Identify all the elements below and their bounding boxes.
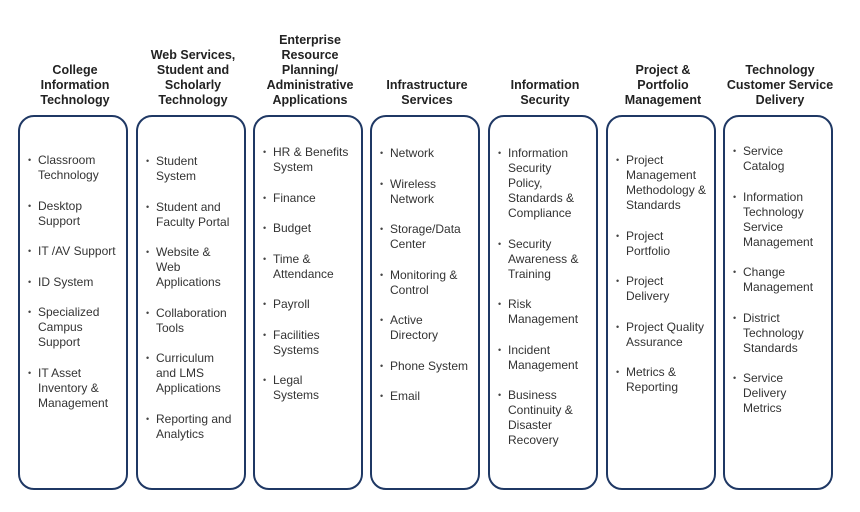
list-item: • Service Catalog — [733, 144, 827, 174]
column-box — [136, 115, 246, 490]
list-item: • Information Technology Service Management — [733, 190, 827, 250]
list-item: • Time & Attendance — [263, 252, 357, 282]
list-item: • Project Management Methodology & Standards — [616, 153, 710, 213]
item-list — [498, 146, 592, 464]
list-item: • Curriculum and LMS Applications — [146, 351, 240, 396]
list-item: • Student System — [146, 154, 240, 184]
list-item: • Risk Management — [498, 297, 592, 327]
column-box — [370, 115, 480, 490]
column-box — [18, 115, 128, 490]
list-item: • Website & Web Applications — [146, 245, 240, 290]
list-item: • Finance — [263, 191, 357, 206]
item-list — [263, 145, 357, 419]
list-item: • Network — [380, 146, 474, 161]
item-list — [733, 144, 827, 432]
column-infrastructure — [370, 0, 484, 403]
list-item: • Incident Management — [498, 343, 592, 373]
list-item: • Facilities Systems — [263, 328, 357, 358]
list-item: • Wireless Network — [380, 177, 474, 207]
list-item: • ID System — [28, 275, 122, 290]
list-item: • Desktop Support — [28, 199, 122, 229]
list-item: • Service Delivery Metrics — [733, 371, 827, 416]
list-item: • District Technology Standards — [733, 311, 827, 356]
list-item: • Legal Systems — [263, 373, 357, 403]
column-title: Enterprise Resource Planning/ Administrative Applications — [266, 33, 354, 107]
list-item: • Business Continuity & Disaster Recovery — [498, 388, 592, 448]
list-item: • IT Asset Inventory & Management — [28, 366, 122, 411]
column-title: Web Services, Student and Scholarly Technology — [150, 48, 236, 107]
column-project-portfolio — [606, 0, 720, 394]
column-box — [723, 115, 833, 490]
list-item: • Storage/Data Center — [380, 222, 474, 252]
item-list — [380, 146, 474, 420]
list-item: • IT /AV Support — [28, 244, 122, 259]
column-web-services — [136, 0, 250, 441]
list-item: • Classroom Technology — [28, 153, 122, 183]
list-item: • Student and Faculty Portal — [146, 200, 240, 230]
list-item: • HR & Benefits System — [263, 145, 357, 175]
column-customer-service — [723, 0, 837, 415]
column-box — [606, 115, 716, 490]
column-title: Information Security — [510, 78, 580, 107]
column-title: College Information Technology — [40, 63, 110, 107]
list-item: • Change Management — [733, 265, 827, 295]
list-item: • Project Portfolio — [616, 229, 710, 259]
list-item: • Payroll — [263, 297, 357, 312]
column-box — [253, 115, 363, 490]
list-item: • Budget — [263, 221, 357, 236]
item-list — [146, 154, 240, 457]
column-erp — [253, 0, 367, 402]
item-list — [28, 153, 122, 426]
column-box — [488, 115, 598, 490]
column-title: Project & Portfolio Management — [624, 63, 702, 107]
list-item: • Collaboration Tools — [146, 306, 240, 336]
column-info-security — [488, 0, 602, 447]
column-college-it — [18, 0, 132, 410]
list-item: • Active Directory — [380, 313, 474, 343]
list-item: • Project Delivery — [616, 274, 710, 304]
item-list — [616, 153, 710, 411]
list-item: • Email — [380, 389, 474, 404]
list-item: • Metrics & Reporting — [616, 365, 710, 395]
list-item: • Information Security Policy, Standards & Compliance — [498, 146, 592, 221]
column-title: Technology Customer Service Delivery — [726, 63, 834, 107]
list-item: • Specialized Campus Support — [28, 305, 122, 350]
column-title: Infrastructure Services — [386, 78, 468, 107]
list-item: • Phone System — [380, 359, 474, 374]
list-item: • Monitoring & Control — [380, 268, 474, 298]
list-item: • Security Awareness & Training — [498, 237, 592, 282]
list-item: • Project Quality Assurance — [616, 320, 710, 350]
list-item: • Reporting and Analytics — [146, 412, 240, 442]
